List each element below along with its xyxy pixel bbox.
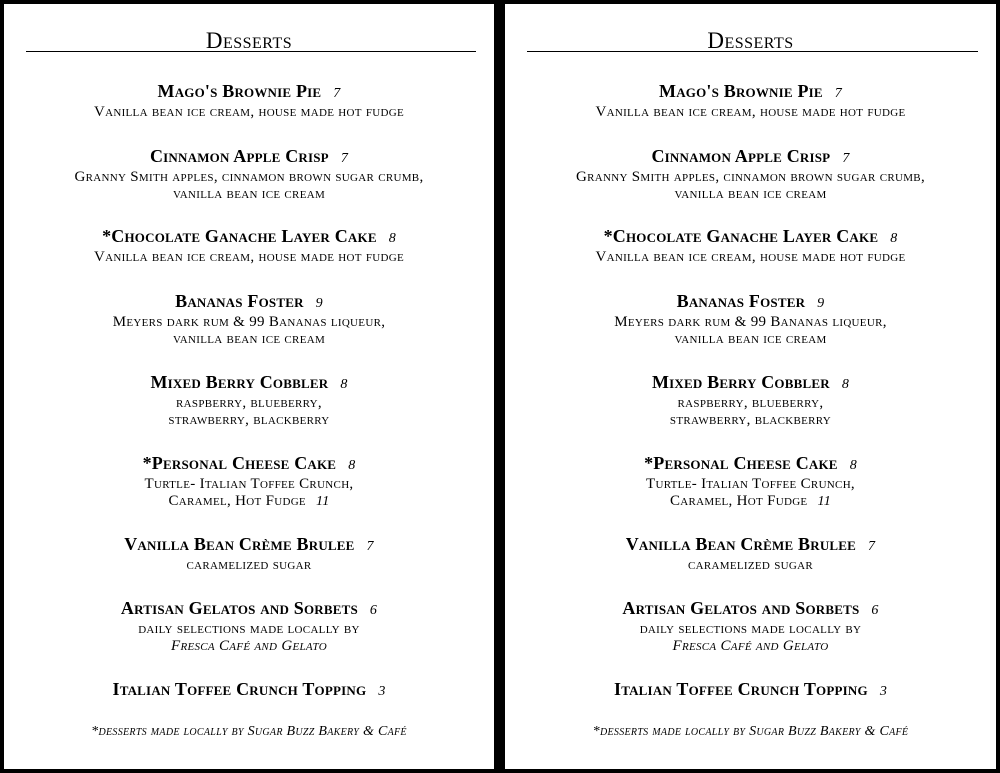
menu-item [505, 679, 996, 702]
item-price: 7 [834, 86, 842, 101]
item-price: 9 [315, 296, 323, 311]
item-description: strawberry, blackberry [669, 412, 832, 428]
item-price: 8 [388, 231, 396, 246]
item-name: Mixed Berry Cobbler 8 [150, 372, 348, 392]
item-description: Caramel, Hot Fudge 11 [669, 493, 832, 509]
menu-item [4, 146, 494, 203]
item-price: 7 [842, 151, 850, 166]
item-price: 3 [378, 684, 386, 699]
item-description: Vanilla bean ice cream, house made hot fudge [93, 249, 405, 265]
item-name: Mixed Berry Cobbler 8 [651, 372, 850, 392]
item-price: 7 [333, 86, 341, 101]
menu-item [4, 679, 494, 702]
item-name: *Personal Cheese Cake 8 [644, 453, 857, 473]
item-price: 8 [890, 231, 898, 246]
menu-item [505, 226, 996, 266]
menu-title: Desserts [707, 28, 794, 53]
item-name: Bananas Foster 9 [676, 291, 825, 311]
item-name: Artisan Gelatos and Sorbets 6 [120, 598, 378, 618]
item-price: 6 [871, 603, 879, 618]
menu-panel-right [505, 4, 996, 769]
item-description: daily selections made locally by [138, 621, 360, 637]
item-description: Caramel, Hot Fudge 11 [168, 493, 330, 509]
menu-item [505, 146, 996, 203]
menu-item [4, 598, 494, 655]
item-description: Granny Smith apples, cinnamon brown sugar crumb, [74, 169, 424, 185]
item-price: 11 [817, 494, 832, 509]
footnote: *desserts made locally by Sugar Buzz Bakery & Café [592, 724, 909, 739]
item-description: vanilla bean ice cream [674, 331, 827, 347]
item-description: vanilla bean ice cream [172, 331, 326, 347]
item-name: *Personal Cheese Cake 8 [142, 453, 356, 473]
menu-item [4, 372, 494, 429]
item-description: Meyers dark rum & 99 Bananas liqueur, [614, 314, 887, 330]
item-price: 7 [868, 539, 876, 554]
item-description: Fresca Café and Gelato [672, 638, 829, 654]
item-price: 11 [315, 494, 330, 509]
item-description: Turtle- Italian Toffee Crunch, [645, 476, 855, 492]
menu-item [505, 291, 996, 348]
item-description: raspberry, blueberry, [677, 395, 824, 411]
footnote: *desserts made locally by Sugar Buzz Bakery & Café [91, 724, 407, 739]
item-price: 8 [348, 458, 356, 473]
item-name: Vanilla Bean Crème Brulee 7 [124, 534, 374, 554]
menu-panel-left [4, 4, 494, 769]
item-price: 8 [340, 377, 348, 392]
menu-item [505, 81, 996, 121]
menu-title: Desserts [205, 28, 293, 53]
item-name: *Chocolate Ganache Layer Cake 8 [603, 226, 898, 246]
menu-item [505, 372, 996, 429]
item-description: daily selections made locally by [639, 621, 862, 637]
item-price: 8 [849, 458, 857, 473]
item-price: 7 [366, 539, 374, 554]
item-description: Meyers dark rum & 99 Bananas liqueur, [112, 314, 386, 330]
item-name: Bananas Foster 9 [175, 291, 323, 311]
item-name: Cinnamon Apple Crisp 7 [149, 146, 349, 166]
menu-item [505, 598, 996, 655]
item-price: 6 [369, 603, 378, 618]
item-description: Turtle- Italian Toffee Crunch, [144, 476, 354, 492]
menu-item [4, 534, 494, 574]
item-name: Mago's Brownie Pie 7 [659, 81, 842, 101]
item-name: Italian Toffee Crunch Topping 3 [112, 679, 386, 699]
item-description: Fresca Café and Gelato [170, 638, 327, 654]
item-name: Artisan Gelatos and Sorbets 6 [622, 598, 879, 618]
item-description: caramelized sugar [688, 557, 813, 573]
menu-item [505, 453, 996, 510]
title-divider [26, 51, 476, 52]
item-name: Italian Toffee Crunch Topping 3 [613, 679, 888, 699]
item-description: raspberry, blueberry, [176, 395, 322, 411]
item-description: Vanilla bean ice cream, house made hot fudge [595, 104, 906, 120]
menu-item [4, 291, 494, 348]
item-description: caramelized sugar [186, 557, 312, 573]
item-description: Vanilla bean ice cream, house made hot fudge [595, 249, 906, 265]
item-price: 9 [817, 296, 825, 311]
item-price: 3 [879, 684, 888, 699]
item-description: vanilla bean ice cream [172, 186, 326, 202]
menu-item [4, 453, 494, 510]
menu-item [4, 226, 494, 266]
item-name: Vanilla Bean Crème Brulee 7 [625, 534, 876, 554]
item-price: 8 [841, 377, 850, 392]
item-description: strawberry, blackberry [168, 412, 330, 428]
item-name: Cinnamon Apple Crisp 7 [651, 146, 850, 166]
title-divider [527, 51, 978, 52]
menu-item [505, 534, 996, 574]
item-description: Granny Smith apples, cinnamon brown sugar crumb, [576, 169, 925, 185]
item-description: vanilla bean ice cream [674, 186, 827, 202]
item-description: Vanilla bean ice cream, house made hot fudge [93, 104, 405, 120]
menu-item [4, 81, 494, 121]
item-price: 7 [340, 151, 349, 166]
item-name: *Chocolate Ganache Layer Cake 8 [102, 226, 396, 246]
item-name: Mago's Brownie Pie 7 [157, 81, 341, 101]
